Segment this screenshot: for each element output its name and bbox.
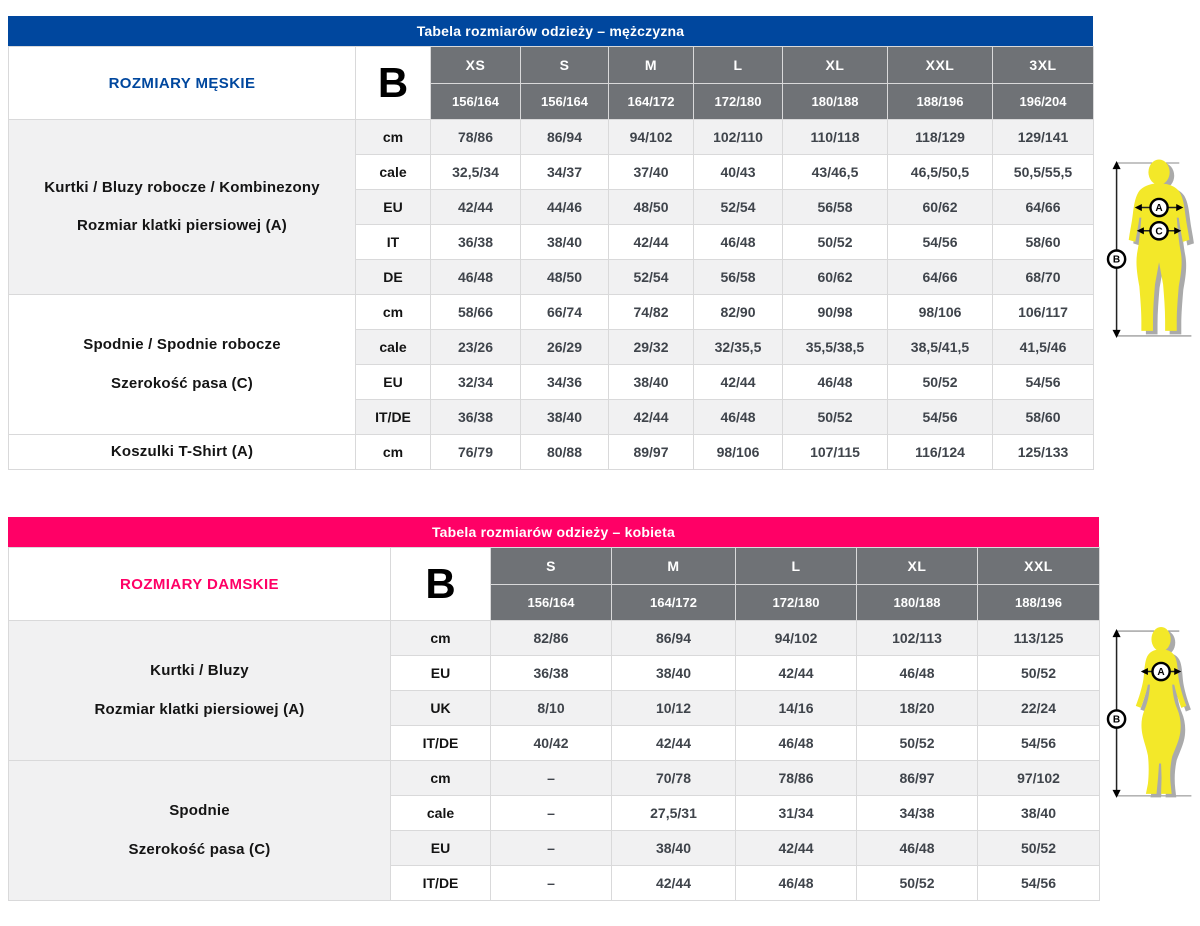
section-label-cell xyxy=(9,761,391,901)
section-label-cell xyxy=(9,120,356,295)
value-cell: 50/52 xyxy=(888,365,993,400)
value-cell: 68/70 xyxy=(993,260,1094,295)
men-table-grid xyxy=(8,46,1094,470)
value-cell: 64/66 xyxy=(888,260,993,295)
height-measure-B xyxy=(1108,629,1125,798)
value-cell: 42/44 xyxy=(612,866,736,901)
value-cell: 38/40 xyxy=(978,796,1100,831)
height-range-header: 164/172 xyxy=(609,84,694,120)
value-cell: 46/48 xyxy=(694,400,783,435)
value-cell: 107/115 xyxy=(783,435,888,470)
value-cell: 46/48 xyxy=(736,866,857,901)
height-measure-B xyxy=(1108,161,1125,338)
value-cell: 102/110 xyxy=(694,120,783,155)
value-cell: 26/29 xyxy=(521,330,609,365)
value-cell: 54/56 xyxy=(993,365,1094,400)
value-cell: 80/88 xyxy=(521,435,609,470)
marker-a-label: A xyxy=(1157,667,1165,679)
value-cell: 86/97 xyxy=(857,761,978,796)
unit-cell: EU xyxy=(391,831,491,866)
height-range-header: 180/188 xyxy=(857,585,978,621)
value-cell: 97/102 xyxy=(978,761,1100,796)
men-table-title: Tabela rozmiarów odzieży – mężczyzna xyxy=(8,16,1093,46)
value-cell: 38/40 xyxy=(521,400,609,435)
value-cell: – xyxy=(491,866,612,901)
size-column-header: XXL xyxy=(888,47,993,84)
unit-cell: cm xyxy=(391,761,491,796)
value-cell: 86/94 xyxy=(521,120,609,155)
value-cell: 48/50 xyxy=(521,260,609,295)
height-range-header: 172/180 xyxy=(736,585,857,621)
value-cell: 38/40 xyxy=(612,831,736,866)
marker-a-label: A xyxy=(1155,203,1163,215)
value-cell: 38/40 xyxy=(521,225,609,260)
section-label-cell xyxy=(9,295,356,435)
value-cell: 48/50 xyxy=(609,190,694,225)
value-cell: 37/40 xyxy=(609,155,694,190)
b-measurement-label: B xyxy=(356,47,431,120)
value-cell: 46/48 xyxy=(857,656,978,691)
marker-c-label: C xyxy=(1155,226,1163,238)
unit-cell: cale xyxy=(356,330,431,365)
value-cell: 56/58 xyxy=(694,260,783,295)
table-row xyxy=(9,621,1100,656)
value-cell: 36/38 xyxy=(431,400,521,435)
value-cell: 94/102 xyxy=(609,120,694,155)
value-cell: 44/46 xyxy=(521,190,609,225)
value-cell: 14/16 xyxy=(736,691,857,726)
value-cell: 58/66 xyxy=(431,295,521,330)
section-label-line: Kurtki / Bluzy robocze / Kombinezony xyxy=(44,178,320,196)
size-column-header: S xyxy=(521,47,609,84)
unit-cell: cm xyxy=(391,621,491,656)
value-cell: 46,5/50,5 xyxy=(888,155,993,190)
size-column-header: L xyxy=(736,548,857,585)
height-range-header: 172/180 xyxy=(694,84,783,120)
marker-b-label: B xyxy=(1112,714,1121,726)
value-cell: 18/20 xyxy=(857,691,978,726)
height-range-header: 156/164 xyxy=(521,84,609,120)
size-column-header: S xyxy=(491,548,612,585)
value-cell: 58/60 xyxy=(993,225,1094,260)
section-label-line: Rozmiar klatki piersiowej (A) xyxy=(76,217,288,234)
value-cell: 86/94 xyxy=(612,621,736,656)
value-cell: 32,5/34 xyxy=(431,155,521,190)
section-label-line: Szerokość pasa (C) xyxy=(128,840,271,858)
female-measurement-figure xyxy=(1106,626,1200,804)
value-cell: 54/56 xyxy=(888,225,993,260)
value-cell: 31/34 xyxy=(736,796,857,831)
height-range-header: 180/188 xyxy=(783,84,888,120)
value-cell: 50/52 xyxy=(857,866,978,901)
section-label-line: Spodnie / Spodnie robocze xyxy=(83,336,281,353)
value-cell: 32/35,5 xyxy=(694,330,783,365)
table-row xyxy=(9,295,1094,330)
value-cell: 70/78 xyxy=(612,761,736,796)
value-cell: 36/38 xyxy=(431,225,521,260)
size-column-header: XS xyxy=(431,47,521,84)
value-cell: 66/74 xyxy=(521,295,609,330)
unit-cell: IT/DE xyxy=(391,866,491,901)
value-cell: 74/82 xyxy=(609,295,694,330)
value-cell: 50/52 xyxy=(978,831,1100,866)
section-label-line: Kurtki / Bluzy xyxy=(150,662,249,679)
value-cell: 94/102 xyxy=(736,621,857,656)
men-size-table xyxy=(8,16,1093,470)
value-cell: 82/90 xyxy=(694,295,783,330)
value-cell: 125/133 xyxy=(993,435,1094,470)
size-column-header: XXL xyxy=(978,548,1100,585)
unit-cell: cm xyxy=(356,435,431,470)
table-left-header: ROZMIARY MĘSKIE xyxy=(9,47,356,120)
value-cell: 98/106 xyxy=(694,435,783,470)
height-range-header: 156/164 xyxy=(431,84,521,120)
value-cell: 34/36 xyxy=(521,365,609,400)
section-label-cell xyxy=(9,621,391,761)
section-label-line: Spodnie xyxy=(169,802,230,819)
value-cell: 64/66 xyxy=(993,190,1094,225)
size-column-header: M xyxy=(612,548,736,585)
value-cell: – xyxy=(491,831,612,866)
women-table-grid xyxy=(8,547,1100,901)
value-cell: 23/26 xyxy=(431,330,521,365)
value-cell: 40/43 xyxy=(694,155,783,190)
table-row xyxy=(9,120,1094,155)
unit-cell: cm xyxy=(356,295,431,330)
height-range-header: 164/172 xyxy=(612,585,736,621)
section-label-line: Szerokość pasa (C) xyxy=(111,374,253,392)
value-cell: 76/79 xyxy=(431,435,521,470)
value-cell: 42/44 xyxy=(609,225,694,260)
male-measurement-figure xyxy=(1106,158,1200,342)
value-cell: 50/52 xyxy=(783,400,888,435)
value-cell: 50/52 xyxy=(783,225,888,260)
size-column-header: L xyxy=(694,47,783,84)
value-cell: 8/10 xyxy=(491,691,612,726)
unit-cell: DE xyxy=(356,260,431,295)
value-cell: 41,5/46 xyxy=(993,330,1094,365)
value-cell: – xyxy=(491,796,612,831)
value-cell: 54/56 xyxy=(978,726,1100,761)
unit-cell: IT xyxy=(356,225,431,260)
value-cell: 42/44 xyxy=(609,400,694,435)
table-row xyxy=(9,761,1100,796)
value-cell: 36/38 xyxy=(491,656,612,691)
size-column-header: XL xyxy=(857,548,978,585)
value-cell: 118/129 xyxy=(888,120,993,155)
value-cell: 43/46,5 xyxy=(783,155,888,190)
value-cell: 78/86 xyxy=(736,761,857,796)
value-cell: 116/124 xyxy=(888,435,993,470)
value-cell: 46/48 xyxy=(431,260,521,295)
height-range-header: 196/204 xyxy=(993,84,1094,120)
value-cell: 22/24 xyxy=(978,691,1100,726)
value-cell: 34/38 xyxy=(857,796,978,831)
value-cell: 32/34 xyxy=(431,365,521,400)
value-cell: 58/60 xyxy=(993,400,1094,435)
unit-cell: cale xyxy=(356,155,431,190)
value-cell: 50,5/55,5 xyxy=(993,155,1094,190)
value-cell: 54/56 xyxy=(888,400,993,435)
value-cell: 38/40 xyxy=(609,365,694,400)
height-range-header: 188/196 xyxy=(978,585,1100,621)
value-cell: 35,5/38,5 xyxy=(783,330,888,365)
unit-cell: cm xyxy=(356,120,431,155)
value-cell: 42/44 xyxy=(736,831,857,866)
value-cell: 29/32 xyxy=(609,330,694,365)
value-cell: 56/58 xyxy=(783,190,888,225)
section-label-cell xyxy=(9,435,356,470)
size-column-header: M xyxy=(609,47,694,84)
value-cell: 38/40 xyxy=(612,656,736,691)
value-cell: 10/12 xyxy=(612,691,736,726)
value-cell: 42/44 xyxy=(694,365,783,400)
value-cell: 113/125 xyxy=(978,621,1100,656)
marker-b-label: B xyxy=(1112,254,1121,266)
value-cell: 82/86 xyxy=(491,621,612,656)
value-cell: 46/48 xyxy=(736,726,857,761)
unit-cell: IT/DE xyxy=(391,726,491,761)
value-cell: 89/97 xyxy=(609,435,694,470)
value-cell: 46/48 xyxy=(783,365,888,400)
value-cell: 98/106 xyxy=(888,295,993,330)
section-label-line: Rozmiar klatki piersiowej (A) xyxy=(94,700,305,718)
value-cell: 90/98 xyxy=(783,295,888,330)
unit-cell: EU xyxy=(391,656,491,691)
value-cell: 50/52 xyxy=(978,656,1100,691)
value-cell: 42/44 xyxy=(736,656,857,691)
table-row xyxy=(9,435,1094,470)
value-cell: 40/42 xyxy=(491,726,612,761)
value-cell: 106/117 xyxy=(993,295,1094,330)
value-cell: 42/44 xyxy=(612,726,736,761)
size-column-header: XL xyxy=(783,47,888,84)
section-label-line: Koszulki T-Shirt (A) xyxy=(110,442,254,460)
unit-cell: IT/DE xyxy=(356,400,431,435)
value-cell: 129/141 xyxy=(993,120,1094,155)
women-table-title: Tabela rozmiarów odzieży – kobieta xyxy=(8,517,1099,547)
size-column-header: 3XL xyxy=(993,47,1094,84)
value-cell: 102/113 xyxy=(857,621,978,656)
women-size-table xyxy=(8,517,1099,901)
unit-cell: EU xyxy=(356,190,431,225)
b-measurement-label: B xyxy=(391,548,491,621)
value-cell: 60/62 xyxy=(888,190,993,225)
value-cell: 52/54 xyxy=(609,260,694,295)
value-cell: 38,5/41,5 xyxy=(888,330,993,365)
value-cell: 46/48 xyxy=(857,831,978,866)
table-left-header: ROZMIARY DAMSKIE xyxy=(9,548,391,621)
unit-cell: cale xyxy=(391,796,491,831)
value-cell: 34/37 xyxy=(521,155,609,190)
value-cell: 42/44 xyxy=(431,190,521,225)
value-cell: – xyxy=(491,761,612,796)
unit-cell: UK xyxy=(391,691,491,726)
value-cell: 60/62 xyxy=(783,260,888,295)
value-cell: 27,5/31 xyxy=(612,796,736,831)
height-range-header: 188/196 xyxy=(888,84,993,120)
value-cell: 50/52 xyxy=(857,726,978,761)
value-cell: 52/54 xyxy=(694,190,783,225)
height-range-header: 156/164 xyxy=(491,585,612,621)
unit-cell: EU xyxy=(356,365,431,400)
value-cell: 110/118 xyxy=(783,120,888,155)
value-cell: 46/48 xyxy=(694,225,783,260)
value-cell: 54/56 xyxy=(978,866,1100,901)
value-cell: 78/86 xyxy=(431,120,521,155)
